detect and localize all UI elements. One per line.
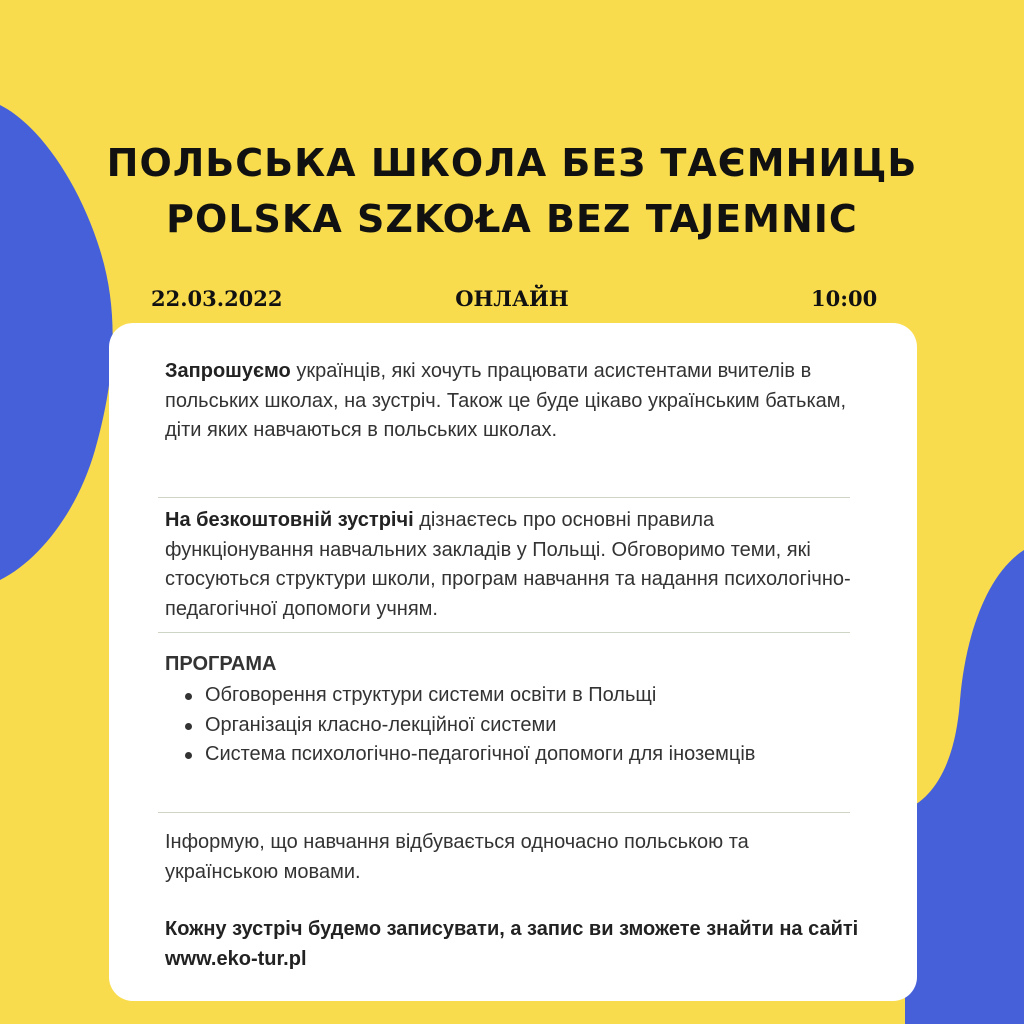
program-list [165,681,845,770]
divider [158,497,850,498]
program-item: Система психологічно-педагогічної допомоги для іноземців [165,740,845,770]
event-time: 10:00 [811,286,878,311]
title-ukrainian: ПОЛЬСЬКА ШКОЛА БЕЗ ТАЄМНИЦЬ [106,141,918,185]
intro-bold: Запрошуємо [165,360,291,382]
free-bold: На безкоштовній зустрічі [165,509,414,531]
program-item: Обговорення структури системи освіти в Польщі [165,681,845,711]
program-heading: ПРОГРАМА [165,653,277,675]
intro-paragraph [165,357,865,446]
free-text: дізнаєтесь про основні правила функціонування навчальних закладів у Польщі. Обговоримо теми, які стосуються структури школи, програм навчання та надання психологічно-педагогічної допомоги учням. [165,509,851,620]
info-card [109,323,917,1001]
program-item: Організація класно-лекційної системи [165,711,845,741]
divider [158,812,850,813]
intro-text: українців, які хочуть працювати асистентами вчителів в польських школах, на зустріч. Також це буде цікаво українським батькам, діти яких навчаються в польських школах. [165,360,847,441]
event-date: 22.03.2022 [151,286,283,311]
free-meeting-paragraph [165,506,865,624]
recording-note: Кожну зустріч будемо записувати, а запис ви зможете знайти на сайті www.eko-tur.pl [165,918,859,970]
divider [158,632,850,633]
language-note: Інформую, що навчання відбувається одночасно польською та українською мовами. [165,831,749,883]
event-mode: ОНЛАЙН [455,286,569,311]
title-polish: POLSKA SZKOŁA BEZ TAJEMNIC [166,197,858,241]
